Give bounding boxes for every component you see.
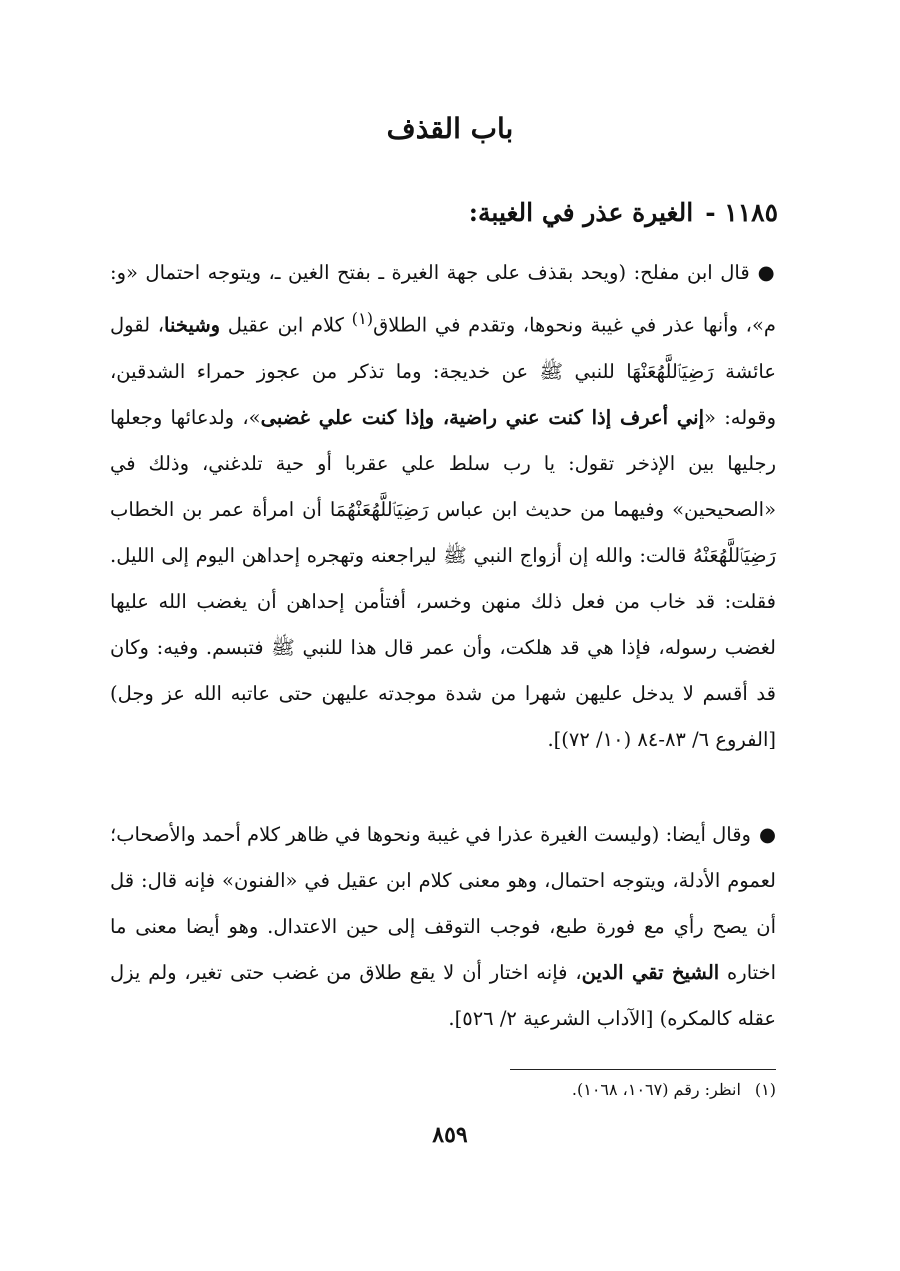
paragraph-1 xyxy=(110,250,776,763)
paragraph-1-bold-a: وشيخنا xyxy=(164,313,221,337)
page-number: ٨٥٩ xyxy=(432,1122,468,1148)
footnote-divider xyxy=(510,1069,776,1070)
paragraph-2 xyxy=(110,812,776,1042)
paragraph-2-text-a: وقال أيضا: (وليست الغيرة عذرا في غيبة ونحوها في ظاهر كلام أحمد والأصحاب؛ لعموم الأدلة، ويتوجه احتمال، وهو معنى كلام ابن عقيل في «الفنون» فإنه قال: قل أن يصح رأي مع فورة طبع، فوجب التوقف إلى حين الاعتدال. وهو أيضا معنى ما اختاره xyxy=(110,823,776,984)
footnote-reference[interactable]: (١) xyxy=(351,309,374,328)
paragraph-2-bold-a: الشيخ تقي الدين xyxy=(581,961,720,984)
section-number: ١١٨٥ - xyxy=(705,198,778,227)
footnote xyxy=(572,1080,776,1099)
footnote-text: انظر: رقم (١٠٦٧، ١٠٦٨). xyxy=(571,1080,741,1099)
paragraph-1-text-d: »، ولدعائها وجعلها رجليها بين الإذخر تقول: يا رب سلط علي عقربا أو حية تلدغني، وذلك في «الصحيحين» وفيهما من حديث ابن عباس رَضِيَٱللَّهُعَنْهُمَا أن امرأة عمر بن الخطاب رَضِيَٱللَّهُعَنْهُ قالت: والله إن أزواج النبي ﷺ ليراجعنه وتهجره إحداهن اليوم إلى الليل. فقلت: قد خاب من فعل ذلك منهن وخسر، أفتأمن إحداهن أن يغضب الله عليها لغضب رسوله، فإذا هي قد هلكت، وأن عمر قال هذا للنبي ﷺ فتبسم. وفيه: وكان قد أقسم لا يدخل عليهن شهرا من شدة موجدته عليهن حتى عاتبه الله عز وجل) [الفروع ٦/ ٨٣-٨٤ (١٠/ ٧٢)]. xyxy=(110,405,776,751)
chapter-title: باب القذف xyxy=(386,112,514,145)
footnote-number: (١) xyxy=(754,1080,776,1099)
section-heading xyxy=(469,198,778,227)
bullet-icon: ● xyxy=(758,823,776,846)
paragraph-1-bold-quote: إني أعرف إذا كنت عني راضية، وإذا كنت علي غضبى xyxy=(260,405,704,429)
bullet-icon: ● xyxy=(757,261,777,284)
paragraph-1-text-a: قال ابن مفلح: (ويحد بقذف على جهة الغيرة ـ بفتح الغين ـ، ويتوجه احتمال «و: م»، وأنها عذر في غيبة ونحوها، وتقدم في الطلاق xyxy=(110,261,776,337)
paragraph-1-text-c: ، لقول عائشة رَضِيَٱللَّهُعَنْهَا للنبي ﷺ عن خديجة: وما تذكر من عجوز حمراء الشدقين، وقوله: « xyxy=(110,313,776,429)
paragraph-1-text-b: كلام ابن عقيل xyxy=(220,313,352,337)
section-heading-text: الغيرة عذر في الغيبة: xyxy=(468,198,694,227)
paragraph-2-text-b: ، فإنه اختار أن لا يقع طلاق من غضب حتى تغير، ولم يزل عقله كالمكره) [الآداب الشرعية ٢/ ٥٢٦]. xyxy=(110,961,776,1030)
